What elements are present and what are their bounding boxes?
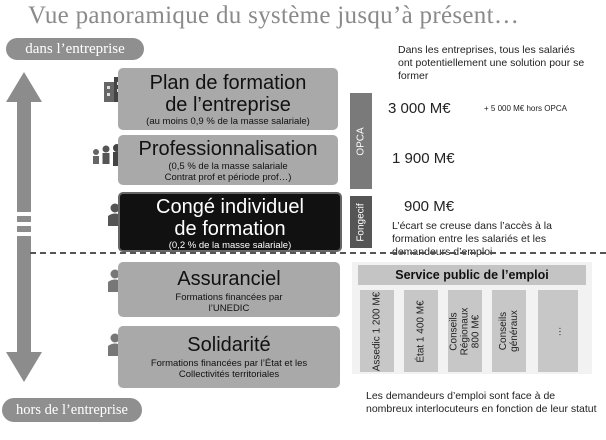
tab-label: Fongecif <box>355 202 367 242</box>
slide-title: Vue panoramique du système jusqu’à présent… <box>28 2 520 29</box>
box-title: Plan de formation de l’entreprise <box>149 72 307 116</box>
arrow-down-icon <box>6 352 42 382</box>
amount-plan: 3 000 M€ <box>388 100 451 117</box>
service-public-title: Service public de l’emploi <box>358 265 586 285</box>
sp-column-etc <box>538 290 578 372</box>
divider-line <box>30 252 606 254</box>
sp-column-label: … <box>552 326 564 336</box>
box-subtitle: (0,5 % de la masse salariale Contrat prof et période prof…) <box>164 161 292 183</box>
sp-column-conseils-regionaux <box>448 290 482 372</box>
arrow-gap <box>17 212 31 216</box>
arrow-gap <box>17 232 31 236</box>
sp-column-label: Conseils Régionaux 800 M€ <box>448 307 482 355</box>
amount-cif: 900 M€ <box>404 198 455 215</box>
box-subtitle: (0,2 % de la masse salariale) <box>168 240 292 251</box>
label-hors-entreprise: hors de l’entreprise <box>2 398 142 422</box>
amount-plan-extra: + 5 000 M€ hors OPCA <box>484 104 567 113</box>
box-subtitle: (au moins 0,9 % de la masse salariale) <box>146 116 310 127</box>
tab-label: OPCA <box>355 126 367 156</box>
arrow-up-icon <box>6 72 42 102</box>
box-title: Professionnalisation <box>138 138 318 160</box>
box-conge-individuel <box>118 192 342 252</box>
label-dans-entreprise: dans l’entreprise <box>6 38 144 60</box>
vertical-arrow-shaft <box>17 100 31 354</box>
box-plan-formation <box>118 68 338 130</box>
sp-column-assedic <box>360 290 394 372</box>
box-title: Assuranciel <box>177 268 281 290</box>
sp-column-etat <box>404 290 438 372</box>
tab-fongecif <box>350 196 372 248</box>
arrow-gap <box>17 222 31 226</box>
gap-note: L’écart se creuse dans l’accès à la formation entre les salariés et les demandeurs d’emploi <box>392 220 552 258</box>
sp-column-label: Conseils généraux <box>498 310 520 352</box>
box-title: Congé individuel de formation <box>156 196 304 240</box>
bottom-note: Les demandeurs d’emploi sont face à de nombreux interlocuteurs en fonction de leur statut <box>366 390 597 415</box>
box-professionnalisation <box>118 135 338 185</box>
sp-column-label: Assedic 1 200 M€ <box>371 291 383 371</box>
box-subtitle: Formations financées par l’UNEDIC <box>175 292 283 314</box>
amount-pro: 1 900 M€ <box>392 150 455 167</box>
tab-opca <box>350 93 372 189</box>
top-note: Dans les entreprises, tous les salariés ont potentiellement une solution pour se former <box>398 44 585 82</box>
box-solidarite <box>118 326 340 388</box>
sp-column-conseils-generaux <box>492 290 526 372</box>
box-subtitle: Formations financées par l’État et les Collectivités territoriales <box>150 358 308 380</box>
box-assuranciel <box>118 262 340 317</box>
box-title: Solidarité <box>187 334 271 356</box>
sp-column-label: État 1 400 M€ <box>415 299 427 363</box>
